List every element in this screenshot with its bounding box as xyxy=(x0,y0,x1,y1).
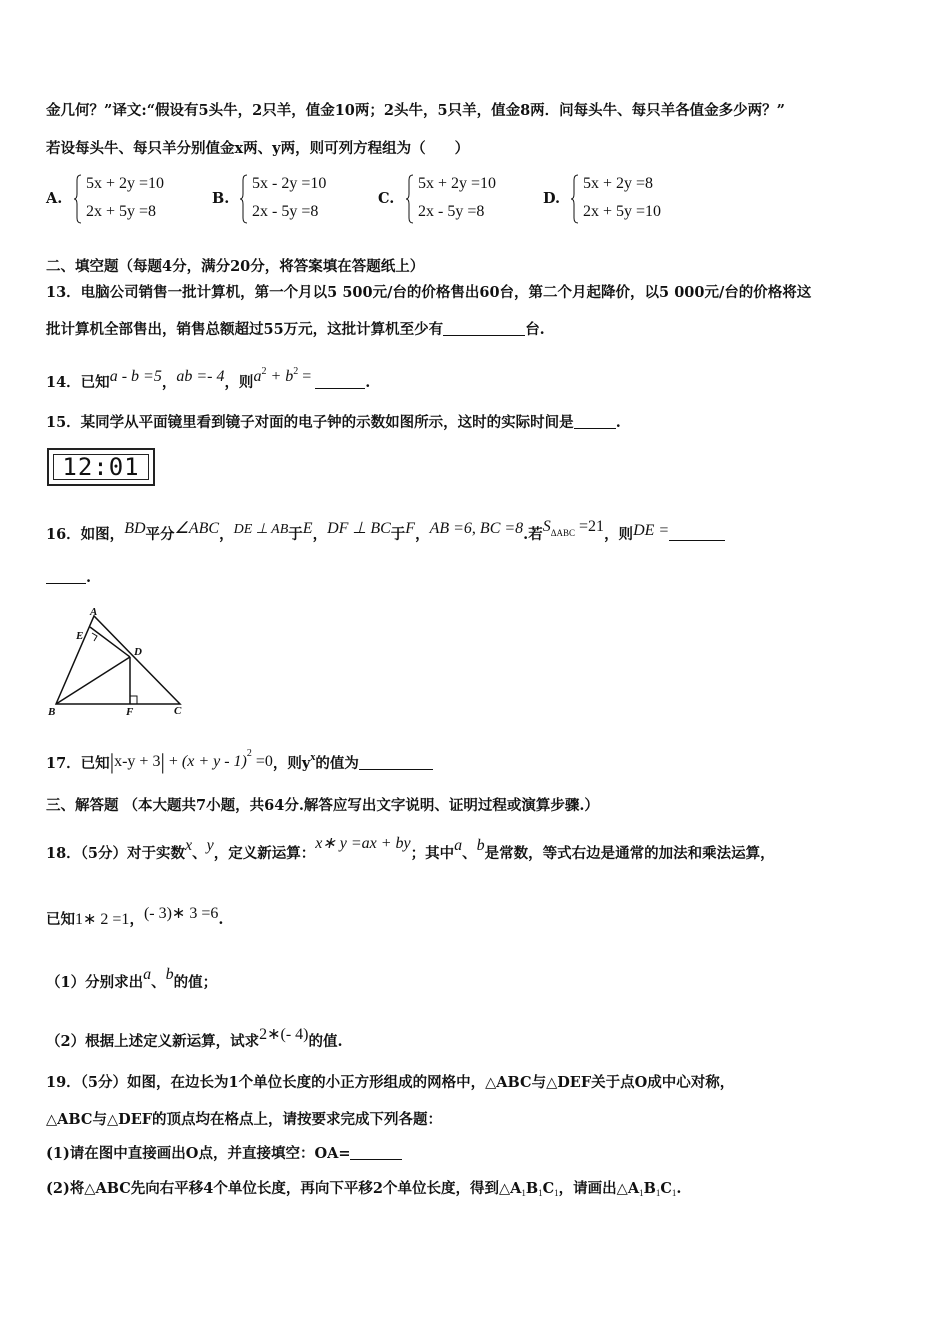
right-angle-mark-e xyxy=(92,633,97,641)
q16-bc: BC =8 xyxy=(479,520,524,537)
q18-b: b xyxy=(476,837,485,854)
section-3-heading: 三、解答题 （本大题共7小题，共64分.解答应写出文字说明、证明过程或演算步骤.） xyxy=(46,797,599,814)
q17-exp: 2 xyxy=(246,748,252,759)
q18-known: 已知 xyxy=(46,911,75,928)
q18-p2-expr: 2∗(- 4) xyxy=(259,1026,309,1043)
q16-de-equals: DE = xyxy=(633,522,670,539)
q18-p1-a: a xyxy=(143,966,152,983)
q19-end: . xyxy=(676,1180,682,1197)
option-d-eq2: 2x + 5y =10 xyxy=(583,203,662,220)
brace-icon xyxy=(240,174,248,224)
answer-blank-13[interactable] xyxy=(443,321,525,336)
q19-b-2: B xyxy=(643,1180,656,1197)
q17-abs-expr: x-y + 3 xyxy=(114,753,161,770)
option-c[interactable] xyxy=(378,174,528,226)
q18-known-end: . xyxy=(218,911,224,928)
option-b[interactable] xyxy=(212,174,362,226)
question-13-line-2 xyxy=(46,320,545,340)
q18-p1-prefix: （1）分别求出 xyxy=(46,974,144,991)
q18-sep-1: 、 xyxy=(192,845,207,862)
q16-prefix: 16．如图， xyxy=(46,526,125,543)
question-19-part-1 xyxy=(46,1144,402,1164)
q19-p2-text-2: ，请画出△A xyxy=(558,1180,640,1197)
q16-bisects: 平分 xyxy=(145,526,175,543)
q18-rest: 是常数，等式右边是通常的加法和乘法运算， xyxy=(484,845,775,862)
q18-a: a xyxy=(454,837,463,854)
brace-icon xyxy=(74,174,82,224)
answer-blank-14[interactable] xyxy=(315,374,365,389)
segment-bd xyxy=(56,657,130,704)
label-e: E xyxy=(76,630,84,642)
clock-display: 12:01 xyxy=(53,454,149,480)
option-b-eq1: 5x - 2y =10 xyxy=(252,175,327,192)
q16-area-value: =21 xyxy=(575,518,605,535)
q19-p1-text: (1)请在图中直接画出O点，并直接填空：OA= xyxy=(46,1145,351,1162)
label-b: B xyxy=(48,706,56,718)
q17-y: y xyxy=(301,755,311,772)
q16-ab: AB =6 xyxy=(429,520,472,537)
digital-clock-figure xyxy=(47,448,155,486)
triangle-figure xyxy=(46,606,192,718)
q14-formula-2: ab =- 4 xyxy=(176,368,225,385)
q18-known-comma: ， xyxy=(129,911,144,928)
q18-p1-b: b xyxy=(165,966,174,983)
option-d-label: D. xyxy=(543,190,561,207)
q16-comma-2: ， xyxy=(312,526,328,543)
q16-then: ，则 xyxy=(604,526,634,543)
label-d: D xyxy=(134,646,142,658)
brace-icon xyxy=(406,174,414,224)
q16-f: F xyxy=(405,520,416,537)
question-17: 17．已知$|x-y + 3| + (x + y - 1)^2 =0$，则$y^x$的值为 xyxy=(46,744,433,774)
q17-equals: =0 xyxy=(251,753,273,770)
question-16: 16．如图，BD平分∠ABC，DE ⊥ AB于E，DF ⊥ BC于F，AB =6, BC =8.若$S^{\Delta ABC} =21$，则DE = xyxy=(46,517,725,545)
triangle-abc xyxy=(56,616,180,704)
q16-at-1: 于 xyxy=(288,526,303,543)
option-d[interactable] xyxy=(543,174,693,226)
q14-exp-2: 2 xyxy=(293,366,299,377)
answer-blank-17[interactable] xyxy=(359,755,433,770)
question-19-part-2 xyxy=(46,1179,681,1203)
q18-x: x xyxy=(185,837,193,854)
q18-known-1: 1∗ 2 =1 xyxy=(75,911,130,928)
answer-blank-16b[interactable] xyxy=(46,569,86,584)
sub-3: 1 xyxy=(554,1188,559,1198)
q16-area-sub: ΔABC xyxy=(550,528,576,538)
q18-y: y xyxy=(206,837,214,854)
answer-blank-19[interactable] xyxy=(350,1145,402,1160)
q19-c-2: C xyxy=(660,1180,672,1197)
label-c: C xyxy=(174,705,182,717)
brace-icon xyxy=(571,174,579,224)
q18-operation: x∗ y =ax + by xyxy=(315,835,411,852)
q18-prefix: 18．（5分）对于实数 xyxy=(46,845,186,862)
question-18-part-2 xyxy=(46,1025,343,1052)
q14-b: + b xyxy=(266,368,294,385)
q14-comma: ， xyxy=(161,374,177,391)
q15-end: . xyxy=(615,414,621,431)
q17-plus: + xyxy=(164,753,182,770)
q14-prefix: 14．已知 xyxy=(46,374,110,391)
option-c-label: C. xyxy=(378,190,395,207)
q16-bd: BD xyxy=(124,520,146,537)
question-13-line-1: 13．电脑公司销售一批计算机，第一个月以5 500元/台的价格售出60台，第二个月起降价，以5 000元/台的价格将这 xyxy=(46,284,812,301)
q18-define: ，定义新运算： xyxy=(213,845,316,862)
question-12-text-line-2: 若设每头牛、每只羊分别值金x两、y两，则可列方程组为（ ） xyxy=(46,140,470,157)
question-14 xyxy=(46,362,370,393)
q16-comma-3: ， xyxy=(415,526,430,543)
q16-comma-1: ， xyxy=(219,526,234,543)
option-d-eq1: 5x + 2y =8 xyxy=(583,175,654,192)
option-b-eq2: 2x - 5y =8 xyxy=(252,203,319,220)
question-12-text-line-1: 金几何？”译文:“假设有5头牛，2只羊，值金10两；2头牛，5只羊，值金8两．问每头牛、每只羊各值金多少两？” xyxy=(46,102,785,119)
question-18-known xyxy=(46,904,223,930)
option-a-label: A. xyxy=(46,190,63,207)
sub-4: 1 xyxy=(639,1188,644,1198)
q18-p1-suffix: 的值； xyxy=(173,974,218,991)
question-19-line-2: △ABC与△DEF的顶点均在格点上，请按要求完成下列各题： xyxy=(46,1111,443,1128)
q18-p2-prefix: （2）根据上述定义新运算，试求 xyxy=(46,1033,260,1050)
q14-end: . xyxy=(365,374,371,391)
question-15 xyxy=(46,413,621,433)
option-a-eq2: 2x + 5y =8 xyxy=(86,203,157,220)
option-a[interactable] xyxy=(46,174,196,226)
answer-blank-16a[interactable] xyxy=(669,526,725,541)
q18-p1-sep: 、 xyxy=(151,974,166,991)
question-18-part-1 xyxy=(46,965,217,993)
q17-text: 的值为 xyxy=(315,755,359,772)
q16-angle: ∠ABC xyxy=(174,520,220,537)
q18-p2-suffix: 的值. xyxy=(308,1033,343,1050)
q14-then: ，则 xyxy=(224,374,254,391)
q17-prefix: 17．已知 xyxy=(46,755,110,772)
option-b-label: B. xyxy=(212,190,230,207)
q16-end: . xyxy=(86,569,92,586)
q16-at-2: 于 xyxy=(390,526,406,543)
option-a-eq1: 5x + 2y =10 xyxy=(86,175,165,192)
answer-blank-15[interactable] xyxy=(574,414,616,429)
q16-if: .若 xyxy=(523,526,543,543)
q16-de-perp: DE ⊥ AB xyxy=(233,522,289,537)
q17-paren-expr: (x + y - 1) xyxy=(181,753,247,770)
q19-p2-text: (2)将△ABC先向右平移4个单位长度，再向下平移2个单位长度，得到△A xyxy=(46,1180,522,1197)
q17-x-exp: x xyxy=(310,752,316,763)
q18-known-2: (- 3)∗ 3 =6 xyxy=(143,905,219,922)
q16-area-s: S xyxy=(542,518,551,535)
question-18-line-1 xyxy=(46,834,775,864)
sub-1: 1 xyxy=(521,1188,526,1198)
q16-df-perp: DF ⊥ BC xyxy=(327,520,391,537)
sub-2: 1 xyxy=(538,1188,543,1198)
question-13-end: 台. xyxy=(525,321,545,338)
question-19-line-1: 19．（5分）如图，在边长为1个单位长度的小正方形组成的网格中，△ABC与△DEF关于点O成中心对称， xyxy=(46,1074,735,1091)
q14-a: a xyxy=(253,368,262,385)
q17-then: ，则 xyxy=(272,755,302,772)
q14-equals: = xyxy=(298,368,312,385)
q19-b: B xyxy=(525,1180,539,1197)
q15-text: 15．某同学从平面镜里看到镜子对面的电子钟的示数如图所示，这时的实际时间是 xyxy=(46,414,574,431)
option-c-eq2: 2x - 5y =8 xyxy=(418,203,485,220)
question-13-text: 批计算机全部售出，销售总额超过55万元，这批计算机至少有 xyxy=(46,321,444,338)
q14-exp-1: 2 xyxy=(261,366,267,377)
right-angle-mark-f xyxy=(130,696,137,704)
section-2-heading: 二、填空题（每题4分，满分20分，将答案填在答题纸上） xyxy=(46,258,425,275)
option-c-eq1: 5x + 2y =10 xyxy=(418,175,497,192)
label-f: F xyxy=(126,706,134,718)
q14-formula-1: a - b =5 xyxy=(109,368,162,385)
q19-c: C xyxy=(542,1180,555,1197)
q16-e: E xyxy=(302,520,313,537)
q18-sep-2: 、 xyxy=(462,845,477,862)
sub-5: 1 xyxy=(655,1188,661,1198)
q18-where: ；其中 xyxy=(410,845,455,862)
question-16-line-2 xyxy=(46,568,91,588)
label-a: A xyxy=(90,606,98,618)
sub-6: 1 xyxy=(671,1188,677,1198)
